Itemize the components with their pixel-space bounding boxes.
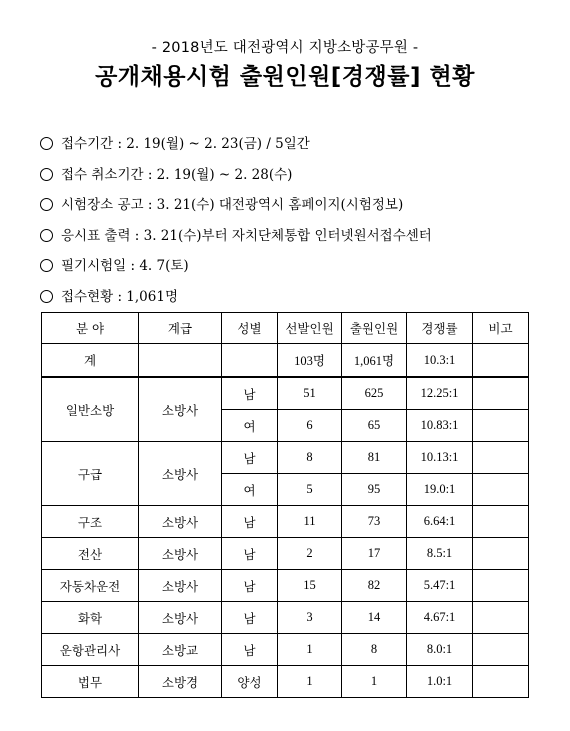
rank-cell: 소방사 [139, 506, 222, 538]
applied-cell: 82 [342, 570, 407, 602]
gender-cell: 여 [222, 410, 278, 442]
gender-cell: 남 [222, 506, 278, 538]
applied-cell: 625 [342, 377, 407, 410]
gender-cell: 여 [222, 474, 278, 506]
rank-cell: 소방경 [139, 666, 222, 698]
gender-cell: 남 [222, 570, 278, 602]
info-text-reception-period: 접수기간 : 2. 19(월) ~ 2. 23(금) / 5일간 [61, 136, 310, 152]
info-text-application-status: 접수현황 : 1,061명 [61, 288, 178, 305]
circle-bullet-icon [40, 229, 53, 242]
selected-cell: 2 [278, 538, 342, 570]
note-cell [473, 538, 529, 570]
header-rank: 계급 [139, 313, 222, 344]
ratio-cell: 4.67:1 [407, 602, 473, 634]
applied-cell: 95 [342, 474, 407, 506]
circle-bullet-icon [40, 259, 53, 272]
note-cell [473, 442, 529, 474]
note-cell [473, 474, 529, 506]
note-cell [473, 410, 529, 442]
info-text-admission-ticket: 응시표 출력 : 3. 21(수)부터 자치단체통합 인터넷원서접수센터 [61, 227, 432, 244]
selected-cell: 1 [278, 634, 342, 666]
applied-cell: 14 [342, 602, 407, 634]
ratio-cell: 19.0:1 [407, 474, 473, 506]
info-text-exam-venue: 시험장소 공고 : 3. 21(수) 대전광역시 홈페이지(시험정보) [61, 197, 404, 213]
selected-cell: 8 [278, 442, 342, 474]
table-row-total [42, 344, 529, 378]
gender-cell: 남 [222, 634, 278, 666]
total-gender [222, 344, 278, 378]
note-cell [473, 506, 529, 538]
applicant-stats-table [41, 312, 529, 698]
table-row [42, 377, 529, 410]
total-applied: 1,061명 [342, 344, 407, 378]
table-row [42, 666, 529, 698]
note-cell [473, 377, 529, 410]
field-cell: 전산 [42, 538, 139, 570]
note-cell [473, 570, 529, 602]
table-row [42, 506, 529, 538]
selected-cell: 5 [278, 474, 342, 506]
applied-cell: 65 [342, 410, 407, 442]
total-note [473, 344, 529, 378]
header-applied: 출원인원 [342, 313, 407, 344]
info-item [40, 223, 560, 254]
info-item [40, 162, 560, 193]
applied-cell: 17 [342, 538, 407, 570]
header-note: 비고 [473, 313, 529, 344]
field-cell: 자동차운전 [42, 570, 139, 602]
selected-cell: 3 [278, 602, 342, 634]
selected-cell: 15 [278, 570, 342, 602]
info-item [40, 284, 560, 315]
gender-cell: 양성 [222, 666, 278, 698]
table-row [42, 634, 529, 666]
total-ratio: 10.3:1 [407, 344, 473, 378]
ratio-cell: 8.5:1 [407, 538, 473, 570]
gender-cell: 남 [222, 538, 278, 570]
note-cell [473, 602, 529, 634]
rank-cell: 소방사 [139, 570, 222, 602]
selected-cell: 51 [278, 377, 342, 410]
table-row [42, 538, 529, 570]
header-selected: 선발인원 [278, 313, 342, 344]
field-cell: 일반소방 [42, 377, 139, 442]
header-ratio: 경쟁률 [407, 313, 473, 344]
table-row [42, 442, 529, 474]
total-selected: 103명 [278, 344, 342, 378]
applied-cell: 81 [342, 442, 407, 474]
header-gender: 성별 [222, 313, 278, 344]
total-label: 계 [42, 344, 139, 378]
header-field: 분 야 [42, 313, 139, 344]
info-item [40, 131, 560, 162]
gender-cell: 남 [222, 602, 278, 634]
selected-cell: 6 [278, 410, 342, 442]
ratio-cell: 10.13:1 [407, 442, 473, 474]
circle-bullet-icon [40, 290, 53, 303]
note-cell [473, 634, 529, 666]
selected-cell: 1 [278, 666, 342, 698]
circle-bullet-icon [40, 168, 53, 181]
applied-cell: 73 [342, 506, 407, 538]
applied-cell: 1 [342, 666, 407, 698]
note-cell [473, 666, 529, 698]
ratio-cell: 5.47:1 [407, 570, 473, 602]
ratio-cell: 10.83:1 [407, 410, 473, 442]
field-cell: 법무 [42, 666, 139, 698]
info-text-written-exam-date: 필기시험일 : 4. 7(토) [61, 258, 189, 274]
rank-cell: 소방사 [139, 442, 222, 506]
total-rank [139, 344, 222, 378]
gender-cell: 남 [222, 442, 278, 474]
rank-cell: 소방사 [139, 377, 222, 442]
field-cell: 화학 [42, 602, 139, 634]
selected-cell: 11 [278, 506, 342, 538]
document-subtitle: - 2018년도 대전광역시 지방소방공무원 - [151, 40, 419, 56]
info-item [40, 253, 560, 284]
circle-bullet-icon [40, 137, 53, 150]
applied-cell: 8 [342, 634, 407, 666]
rank-cell: 소방사 [139, 538, 222, 570]
circle-bullet-icon [40, 198, 53, 211]
info-item [40, 192, 560, 223]
info-text-cancel-period: 접수 취소기간 : 2. 19(월) ~ 2. 28(수) [61, 166, 293, 183]
ratio-cell: 1.0:1 [407, 666, 473, 698]
document-title: 공개채용시험 출원인원[경쟁률] 현황 [95, 64, 475, 90]
table-row [42, 570, 529, 602]
ratio-cell: 8.0:1 [407, 634, 473, 666]
ratio-cell: 6.64:1 [407, 506, 473, 538]
rank-cell: 소방사 [139, 602, 222, 634]
table-header-row [42, 313, 529, 344]
rank-cell: 소방교 [139, 634, 222, 666]
table-row [42, 602, 529, 634]
ratio-cell: 12.25:1 [407, 377, 473, 410]
field-cell: 구조 [42, 506, 139, 538]
gender-cell: 남 [222, 377, 278, 410]
field-cell: 구급 [42, 442, 139, 506]
info-list [40, 131, 560, 314]
field-cell: 운항관리사 [42, 634, 139, 666]
